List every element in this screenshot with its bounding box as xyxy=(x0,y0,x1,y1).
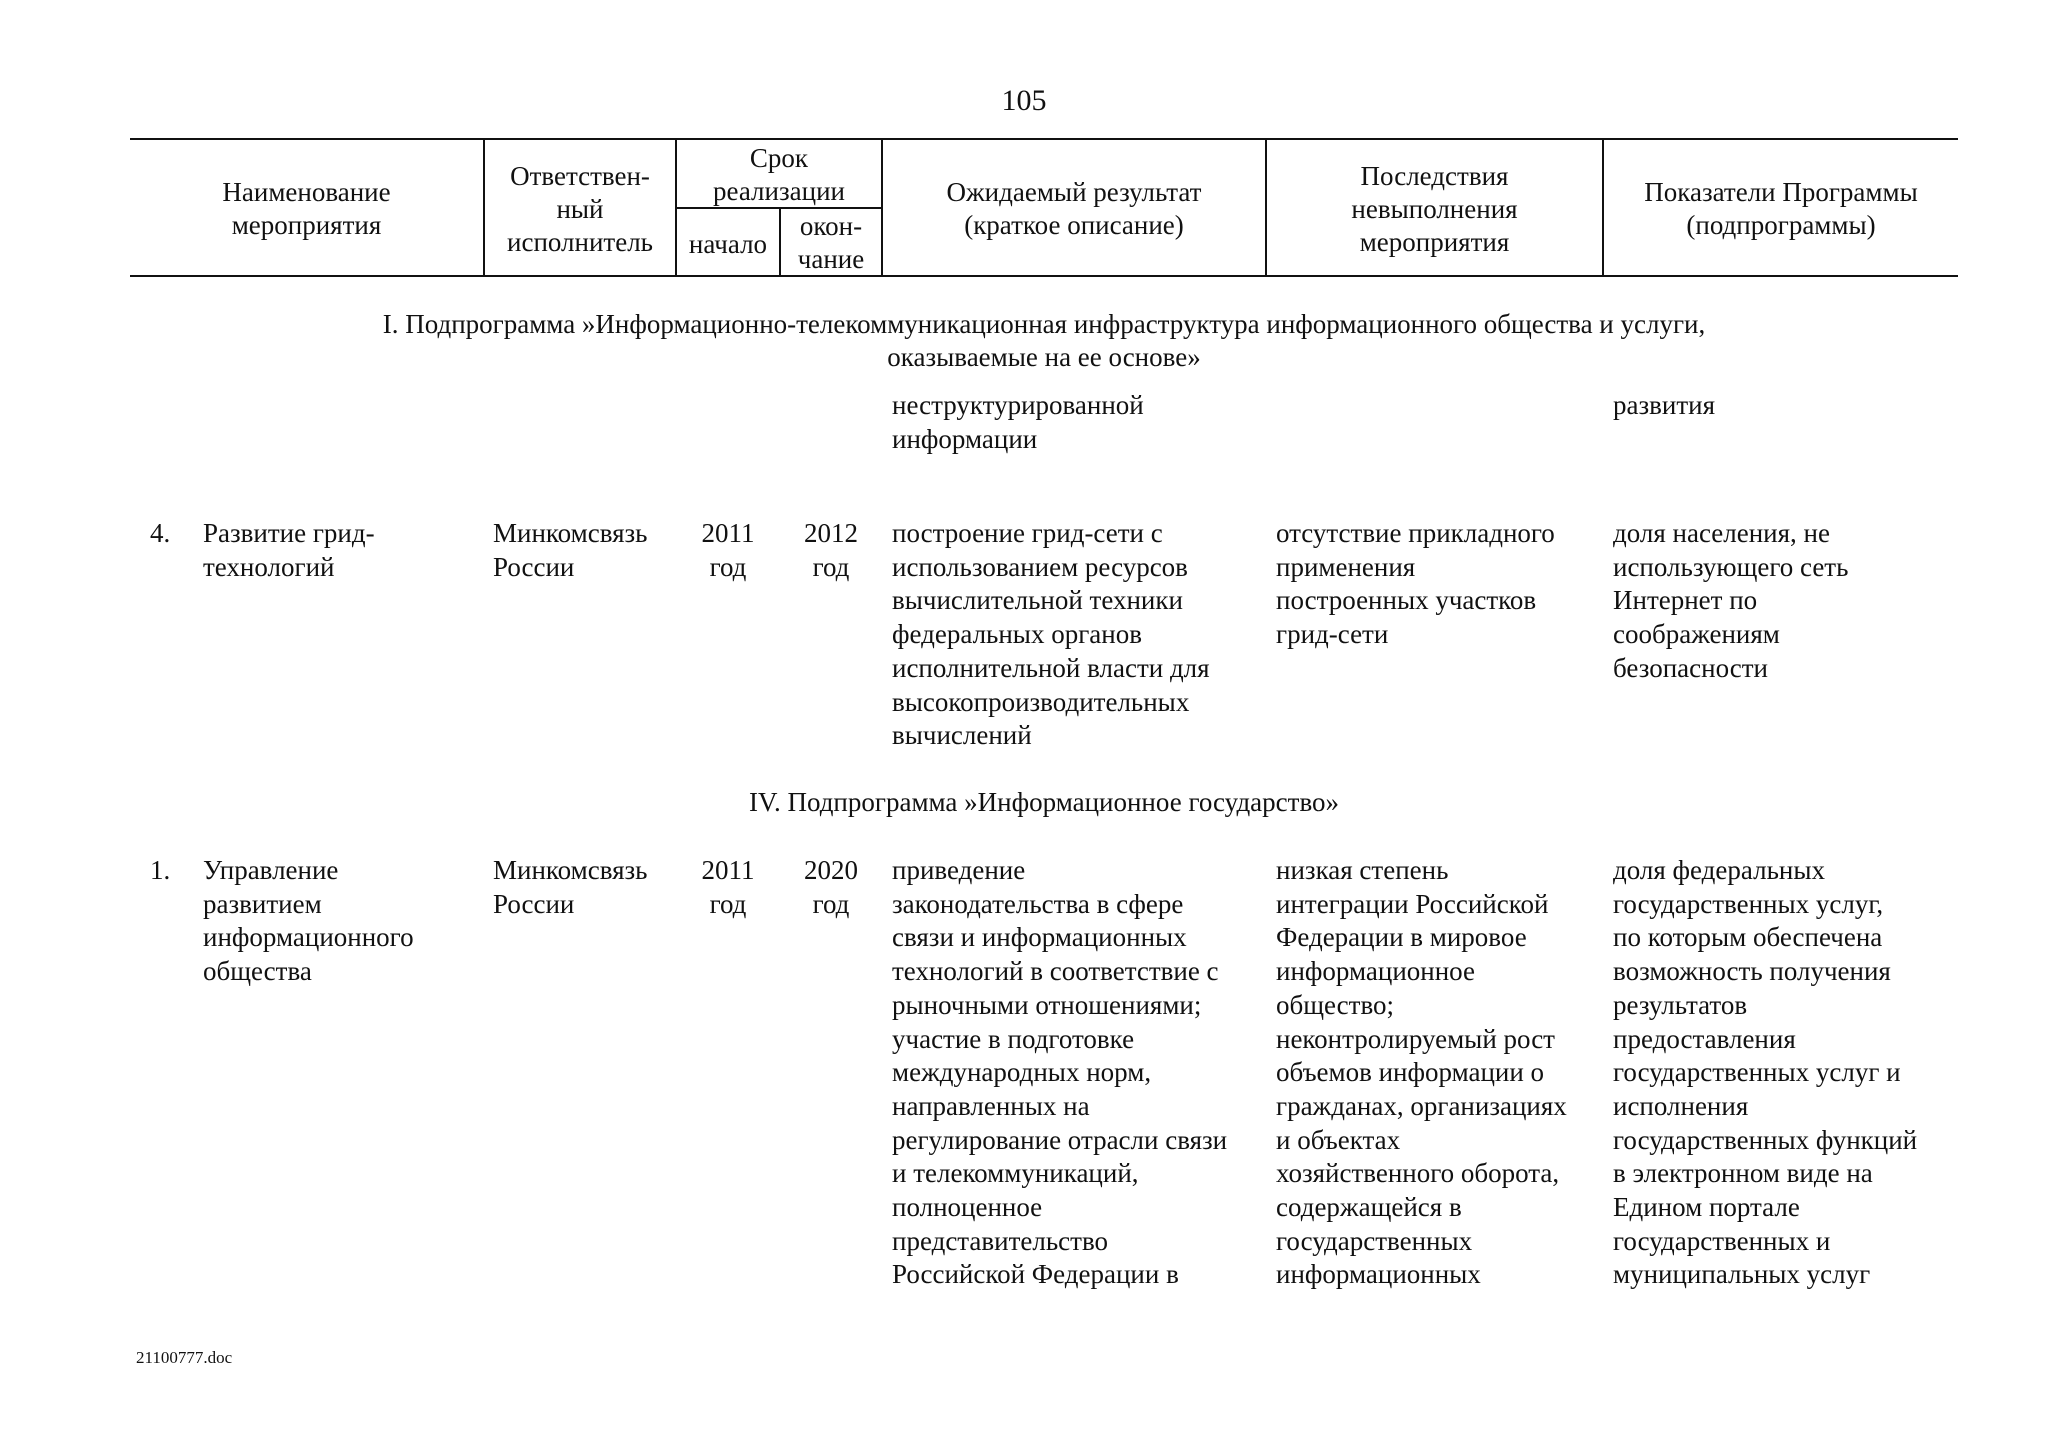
continuation-result: неструктурированной информации xyxy=(892,390,1144,454)
table-header-bottom-rule xyxy=(130,275,1958,277)
row-result: приведение законодательства в сфере связи и информационных технологий в соответствие с рыночными отношениями; участие в подготовке международных норм, направленных на регулирование отрасли связи и телекоммуникаций, полноценное представительство Российской Федерации в xyxy=(892,855,1228,1290)
header-end: окон- чание xyxy=(797,211,865,274)
header-consequences: Последствия невыполнения мероприятия xyxy=(1351,161,1518,257)
row-number: 4. xyxy=(150,518,171,548)
row-number: 1. xyxy=(150,855,171,885)
header-executor: Ответствен- ный исполнитель xyxy=(507,161,653,257)
continuation-indicators: развития xyxy=(1613,390,1716,420)
row-executor: Минкомсвязь России xyxy=(493,855,648,919)
header-name: Наименование мероприятия xyxy=(222,177,391,240)
document-filename: 21100777.doc xyxy=(136,1348,233,1367)
row-start-year: 2011 год xyxy=(701,855,755,919)
header-start: начало xyxy=(688,229,768,259)
row-end-year: 2012 год xyxy=(804,518,858,582)
row-consequences: отсутствие прикладного применения построенных участков грид-сети xyxy=(1276,518,1555,650)
header-indicators: Показатели Программы (подпрограммы) xyxy=(1644,177,1918,240)
row-end-year: 2020 год xyxy=(804,855,858,919)
section-title: IV. Подпрограмма »Информационное государство» xyxy=(748,787,1340,817)
section-title: I. Подпрограмма »Информационно-телекоммуникационная инфраструктура информационного общества и услуги, оказываемые на ее основе» xyxy=(382,309,1706,372)
table-top-rule xyxy=(130,138,1958,140)
header-term: Срок реализации xyxy=(713,143,845,206)
row-name: Управление развитием информационного общества xyxy=(203,855,414,987)
row-name: Развитие грид- технологий xyxy=(203,518,375,582)
row-indicators: доля населения, не использующего сеть Интернет по соображениям безопасности xyxy=(1613,518,1849,683)
row-consequences: низкая степень интеграции Российской Федерации в мировое информационное общество; неконтролируемый рост объемов информации о гражданах, организациях и объектах хозяйственного оборота, содержащейся в государственных информационных xyxy=(1276,855,1567,1290)
row-result: построение грид-сети с использованием ресурсов вычислительной техники федеральных органов исполнительной власти для высокопроизводительных вычислений xyxy=(892,518,1210,751)
row-executor: Минкомсвязь России xyxy=(493,518,648,582)
page-number: 105 xyxy=(1001,84,1047,117)
header-result: Ожидаемый результат (краткое описание) xyxy=(946,177,1202,240)
row-start-year: 2011 год xyxy=(701,518,755,582)
row-indicators: доля федеральных государственных услуг, по которым обеспечена возможность получения результатов предоставления государственных услуг и исполнения государственных функций в электронном виде на Едином портале государственных и муниципальных услуг xyxy=(1613,855,1918,1290)
